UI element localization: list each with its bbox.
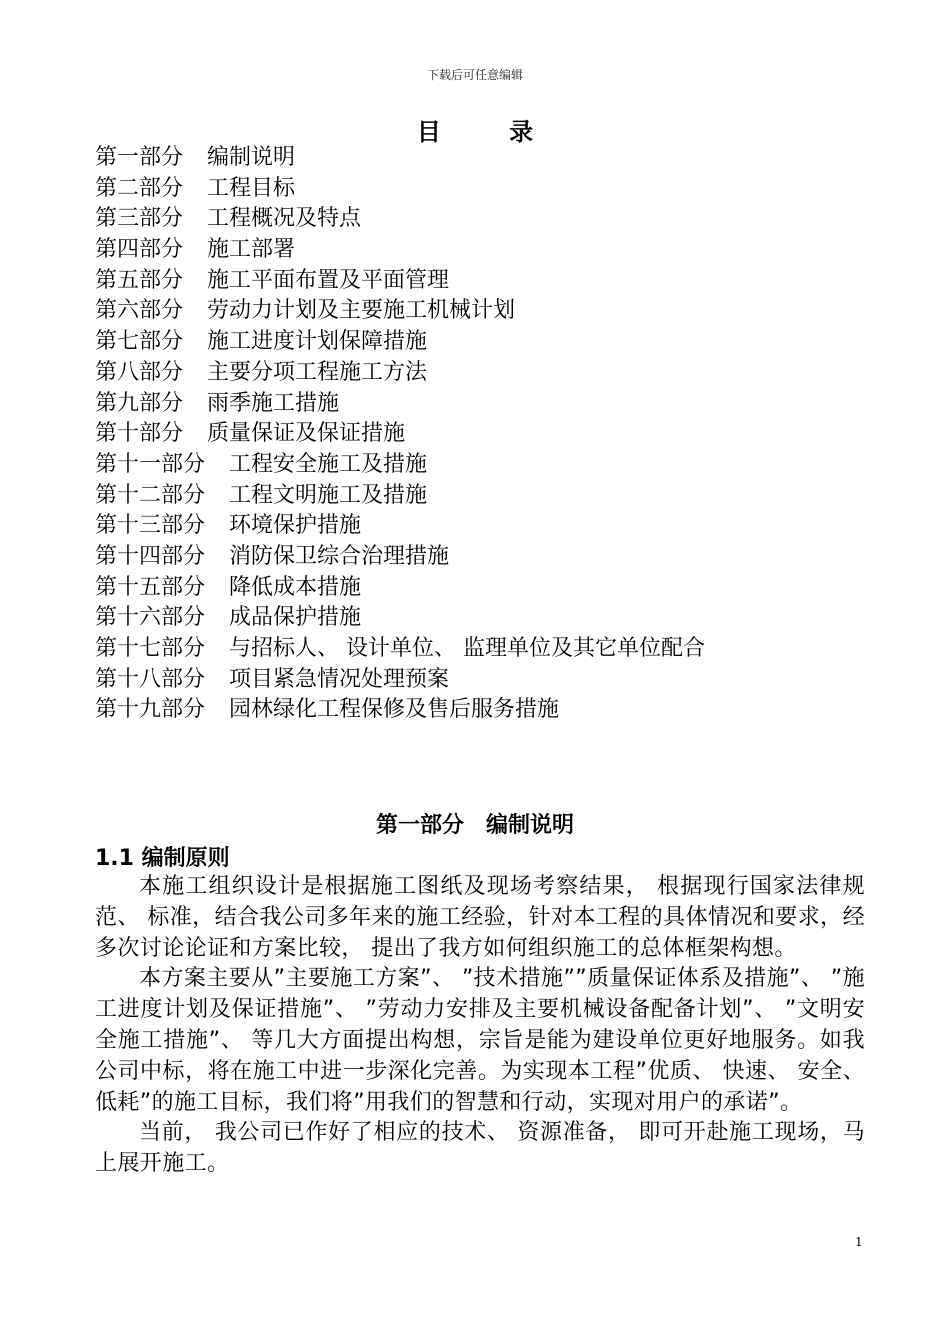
toc-item-part: 第十七部分 xyxy=(95,636,206,661)
toc-item-title: 施工进度计划保障措施 xyxy=(207,329,428,355)
toc-item-part: 第二部分 xyxy=(95,175,184,201)
toc-item-title: 工程目标 xyxy=(207,175,296,201)
toc-item-part: 第九部分 xyxy=(95,390,184,416)
paragraph: 当前， 我公司已作好了相应的技术、 资源准备， 即可开赴施工现场，马上展开施工。 xyxy=(95,1120,865,1177)
toc-item-part: 第三部分 xyxy=(95,206,184,232)
toc-item-title: 雨季施工措施 xyxy=(207,390,340,416)
toc-item-part: 第十一部分 xyxy=(95,451,206,477)
toc-item-part: 第十四部分 xyxy=(95,543,206,569)
paragraph: 本施工组织设计是根据施工图纸及现场考察结果， 根据现行国家法律规范、 标准，结合我公司多年来的施工经验，针对本工程的具体情况和要求，经多次讨论论证和方案比较， 提出了我方如何组织施工的总体框架构想。 xyxy=(95,874,865,961)
section-body xyxy=(95,872,865,1180)
toc-item-part: 第十部分 xyxy=(95,421,184,447)
toc-item xyxy=(95,389,875,420)
toc-item-part: 第十八部分 xyxy=(95,666,206,692)
toc-item xyxy=(95,174,875,205)
toc-item-title: 质量保证及保证措施 xyxy=(207,421,406,447)
toc-item xyxy=(95,481,875,512)
toc-item-title: 工程文明施工及措施 xyxy=(229,482,428,508)
toc-item-title: 编制说明 xyxy=(207,145,296,170)
toc-item-part: 第十三部分 xyxy=(95,513,206,539)
toc-item xyxy=(95,296,875,327)
toc-item-title: 工程安全施工及措施 xyxy=(229,451,428,477)
toc-item-title: 环境保护措施 xyxy=(229,513,362,539)
table-of-contents xyxy=(95,143,875,726)
toc-item xyxy=(95,450,875,481)
toc-item-part: 第十五部分 xyxy=(95,574,206,600)
toc-item-title: 施工平面布置及平面管理 xyxy=(207,267,450,293)
toc-item-title: 项目紧急情况处理预案 xyxy=(229,666,450,692)
toc-item-title: 降低成本措施 xyxy=(229,574,362,600)
toc-item-part: 第四部分 xyxy=(95,237,184,263)
toc-item xyxy=(95,204,875,235)
toc-item xyxy=(95,511,875,542)
toc-item xyxy=(95,327,875,358)
toc-item xyxy=(95,573,875,604)
toc-item-title: 施工部署 xyxy=(207,237,296,263)
toc-item-title: 园林绿化工程保修及售后服务措施 xyxy=(229,697,560,723)
toc-item xyxy=(95,358,875,389)
toc-item-part: 第五部分 xyxy=(95,267,184,293)
toc-item-title: 消防保卫综合治理措施 xyxy=(229,543,450,569)
toc-item-title: 与招标人、 设计单位、 监理单位及其它单位配合 xyxy=(229,636,706,661)
toc-item-part: 第六部分 xyxy=(95,298,184,324)
toc-item xyxy=(95,419,875,450)
toc-item-title: 工程概况及特点 xyxy=(207,206,362,232)
toc-item-part: 第七部分 xyxy=(95,329,184,355)
page-number: 1 xyxy=(855,1235,863,1249)
toc-item-part: 第一部分 xyxy=(95,145,184,170)
paragraph: 本方案主要从”主要施工方案”、 ”技术措施””质量保证体系及措施”、 ”施工进度计划及保证措施”、 ”劳动力安排及主要机械设备配备计划”、 ”文明安全施工措施”、 等几大方面提出构想，宗旨是能为建设单位更好地服务。如我公司中标，将在施工中进一步深化完善。为实现本工程”优质、 快速、 安全、 低耗”的施工目标，我们将”用我们的智慧和行动，实现对用户的承诺”。 xyxy=(95,966,865,1115)
toc-item xyxy=(95,542,875,573)
toc-item-part: 第十二部分 xyxy=(95,482,206,508)
toc-item xyxy=(95,695,875,726)
toc-item-part: 第八部分 xyxy=(95,359,184,385)
toc-item-title: 成品保护措施 xyxy=(229,605,362,631)
toc-title: 目 录 xyxy=(416,118,564,146)
toc-item xyxy=(95,634,875,665)
toc-item xyxy=(95,143,875,174)
toc-item xyxy=(95,665,875,696)
toc-item xyxy=(95,266,875,297)
toc-item xyxy=(95,235,875,266)
toc-item xyxy=(95,603,875,634)
toc-item-title: 主要分项工程施工方法 xyxy=(207,359,428,385)
toc-item-part: 第十九部分 xyxy=(95,697,206,723)
page-header: 下载后可任意编辑 xyxy=(426,68,523,82)
toc-item-title: 劳动力计划及主要施工机械计划 xyxy=(207,298,516,324)
subsection-title: 1.1 编制原则 xyxy=(95,846,230,871)
section-title: 第一部分 编制说明 xyxy=(375,813,574,838)
toc-item-part: 第十六部分 xyxy=(95,605,206,631)
